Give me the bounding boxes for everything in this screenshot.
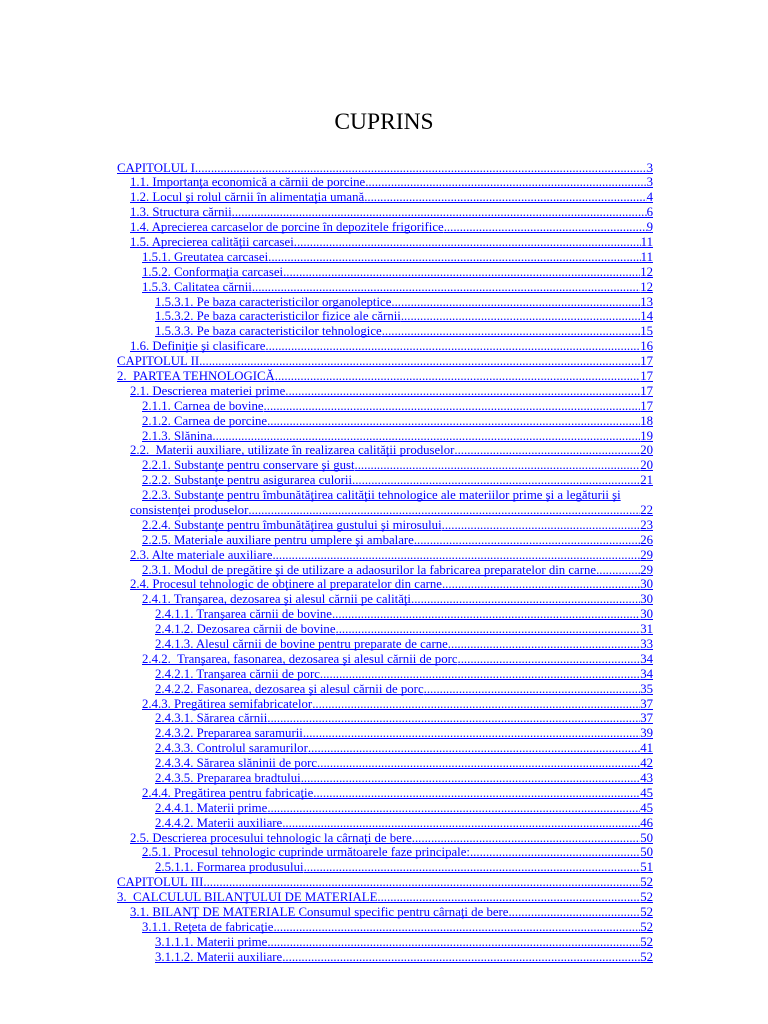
toc-entry-line <box>117 711 653 726</box>
toc-entry[interactable] <box>117 920 653 935</box>
toc-dot-leader <box>294 235 641 250</box>
toc-page-number[interactable]: 50 <box>640 830 653 845</box>
toc-entry-title[interactable]: 3. CALCULUL BILANŢULUI DE MATERIALE <box>117 890 378 905</box>
toc-dot-leader <box>283 265 640 280</box>
toc-entry-title[interactable]: 2.4.3.3. Controlul saramurilor <box>155 741 308 756</box>
toc-entry[interactable] <box>117 726 653 741</box>
toc-entry[interactable] <box>117 622 653 637</box>
toc-entry-line <box>117 682 653 697</box>
toc-entry-line <box>117 816 653 831</box>
toc-page-number[interactable]: 4 <box>646 190 653 205</box>
table-of-contents <box>117 161 653 965</box>
toc-page-number[interactable]: 9 <box>646 220 653 235</box>
toc-entry-line <box>117 429 653 444</box>
toc-entry-title[interactable]: 1.5.1. Greutatea carcasei <box>142 249 269 264</box>
toc-entry-title[interactable]: 2.4.1. Tranşarea, dezosarea şi alesul cărnii pe calităţi <box>142 592 411 607</box>
toc-entry-title[interactable]: 3.1.1.1. Materii prime <box>155 934 268 949</box>
toc-page-number[interactable]: 20 <box>640 443 653 458</box>
toc-entry-line <box>117 697 653 712</box>
toc-entry-line <box>117 473 653 488</box>
toc-page-number[interactable]: 30 <box>640 607 653 622</box>
toc-entry-line <box>117 354 653 369</box>
toc-entry-line <box>117 860 653 875</box>
toc-dot-leader <box>444 220 647 235</box>
toc-entry-title[interactable]: 2.2.5. Materiale auxiliare pentru umplere şi ambalare <box>142 532 414 547</box>
toc-entry-title[interactable]: 2.4.1.3. Alesul cărnii de bovine pentru preparate de carne <box>155 637 448 651</box>
toc-entry[interactable] <box>117 905 653 920</box>
toc-entry-line <box>117 190 653 205</box>
toc-entry-title[interactable]: 2.4.4.2. Materii auxiliare <box>155 815 283 830</box>
toc-entry-line <box>117 205 653 220</box>
toc-entry-line <box>117 637 653 652</box>
toc-dot-leader <box>232 205 647 220</box>
toc-entry-line <box>117 161 653 176</box>
toc-entry[interactable] <box>117 399 653 414</box>
toc-page-number[interactable]: 18 <box>640 413 653 428</box>
toc-dot-leader <box>442 518 641 533</box>
toc-entry-line <box>117 667 653 682</box>
toc-dot-leader <box>273 920 640 935</box>
toc-dot-leader <box>303 726 640 741</box>
toc-entry-line <box>117 592 653 607</box>
toc-entry-line <box>117 458 653 473</box>
toc-entry-title-continued[interactable]: consistenţei produselor <box>130 502 249 517</box>
toc-entry[interactable] <box>117 831 653 846</box>
toc-entry-title[interactable]: 2.2.4. Substanţe pentru îmbunătăţirea gustului şi mirosului <box>142 517 442 532</box>
toc-entry-line <box>117 518 653 533</box>
toc-entry-line <box>117 577 653 592</box>
toc-page-number[interactable]: 3 <box>646 160 653 175</box>
toc-entry[interactable] <box>117 845 653 860</box>
toc-entry[interactable] <box>117 369 653 384</box>
toc-entry-title[interactable]: 1.5.3.2. Pe baza caracteristicilor fizice ale cărnii <box>155 309 401 324</box>
toc-entry[interactable] <box>117 607 653 622</box>
toc-entry-line <box>117 339 653 354</box>
toc-dot-leader <box>364 190 646 205</box>
toc-entry-title[interactable]: 1.6. Definiţie şi clasificare <box>130 339 266 354</box>
toc-entry[interactable] <box>117 354 653 369</box>
toc-page-number[interactable]: 17 <box>640 398 653 413</box>
toc-entry[interactable] <box>117 280 653 295</box>
toc-entry[interactable] <box>117 443 653 458</box>
toc-page-number[interactable]: 34 <box>640 666 653 681</box>
toc-entry-title[interactable]: 2.4.3.4. Sărarea slăninii de porc <box>155 756 318 771</box>
toc-entry-title[interactable]: 2.4.1.1. Tranşarea cărnii de bovine <box>155 607 332 622</box>
toc-dot-leader <box>470 845 640 860</box>
toc-entry-line <box>117 935 653 950</box>
toc-entry-title[interactable]: 1.5. Aprecierea calităţii carcasei <box>130 234 294 249</box>
toc-entry-line <box>117 563 653 578</box>
toc-entry[interactable] <box>117 339 653 354</box>
toc-page-number[interactable]: 39 <box>640 726 653 741</box>
toc-page-number[interactable]: 52 <box>640 890 653 905</box>
toc-entry-title[interactable]: 2.5.1.1. Formarea produsului <box>155 860 304 875</box>
toc-dot-leader <box>265 339 640 354</box>
toc-entry[interactable] <box>117 250 653 265</box>
toc-entry-title[interactable]: 2.4. Procesul tehnologic de obţinere al preparatelor din carne <box>130 577 442 592</box>
toc-entry-title[interactable]: 3.1.1. Reţeta de fabricaţie <box>142 919 274 934</box>
toc-entry[interactable] <box>117 667 653 682</box>
toc-entry[interactable] <box>117 161 653 176</box>
toc-entry-title[interactable]: 2.1.1. Carnea de bovine <box>142 398 264 413</box>
toc-entry[interactable] <box>117 488 653 518</box>
toc-page-number[interactable]: 31 <box>640 622 653 637</box>
toc-entry-line <box>117 295 653 310</box>
toc-page-number[interactable]: 17 <box>640 368 653 383</box>
toc-entry-title[interactable]: CAPITOLUL II <box>117 354 200 369</box>
toc-page-number[interactable]: 11 <box>640 234 653 249</box>
toc-entry-title[interactable]: 1.3. Structura cărnii <box>130 205 232 220</box>
toc-entry-title[interactable]: 2.4.2. Tranşarea, fasonarea, dezosarea şi alesul cărnii de porc <box>142 651 458 666</box>
toc-dot-leader <box>313 786 640 801</box>
toc-entry-title[interactable]: 2.5. Descrierea procesului tehnologic la cârnaţi de bere <box>130 830 412 845</box>
toc-dot-leader <box>282 816 640 831</box>
toc-entry-title[interactable]: 2.2.2. Substanţe pentru asigurarea culorii <box>142 473 353 488</box>
toc-entry-title[interactable]: 1.1. Importanţa economică a cărnii de porcine <box>130 175 366 190</box>
toc-entry-title[interactable]: 2.2.1. Substanţe pentru conservare şi gust <box>142 458 355 473</box>
toc-dot-leader <box>454 443 640 458</box>
toc-entry-title[interactable]: 2.1.2. Carnea de porcine <box>142 413 268 428</box>
toc-entry-title[interactable]: 2.2. Materii auxiliare, utilizate în realizarea calităţii produselor <box>130 443 455 458</box>
toc-entry-line <box>117 235 653 250</box>
toc-dot-leader <box>212 429 640 444</box>
toc-page-number[interactable]: 52 <box>640 905 653 920</box>
toc-dot-leader <box>308 741 640 756</box>
toc-dot-leader <box>312 697 640 712</box>
toc-dot-leader <box>203 875 640 890</box>
toc-dot-leader <box>352 473 640 488</box>
toc-entry-line <box>117 890 653 905</box>
toc-page-number[interactable]: 33 <box>640 637 653 651</box>
toc-entry[interactable] <box>117 384 653 399</box>
toc-entry[interactable] <box>117 295 653 310</box>
toc-entry-title[interactable]: 2.1.3. Slănina <box>142 428 213 443</box>
toc-entry-line <box>117 831 653 846</box>
toc-dot-leader <box>317 756 640 771</box>
toc-entry[interactable] <box>117 190 653 205</box>
toc-dot-leader <box>365 175 646 190</box>
toc-entry-title[interactable]: 3.1.1.2. Materii auxiliare <box>155 949 283 964</box>
toc-entry[interactable] <box>117 548 653 563</box>
toc-entry-title[interactable]: 2.5.1. Procesul tehnologic cuprinde următoarele faze principale: <box>142 845 470 860</box>
toc-dot-leader <box>282 950 640 965</box>
toc-entry-title[interactable]: 2. PARTEA TEHNOLOGICĂ <box>117 368 275 383</box>
toc-entry[interactable] <box>117 324 653 339</box>
toc-entry[interactable] <box>117 950 653 965</box>
toc-entry[interactable] <box>117 205 653 220</box>
toc-entry-line <box>117 324 653 339</box>
toc-entry-line <box>117 905 653 920</box>
toc-page-number[interactable]: 12 <box>640 279 653 294</box>
toc-dot-leader <box>268 250 641 265</box>
toc-page-number[interactable]: 37 <box>640 696 653 711</box>
toc-entry[interactable] <box>117 711 653 726</box>
toc-dot-leader <box>458 652 641 667</box>
toc-dot-leader <box>424 682 641 697</box>
toc-dot-leader <box>267 801 640 816</box>
toc-page-number[interactable]: 42 <box>640 756 653 771</box>
toc-entry-line <box>117 950 653 965</box>
toc-entry-line <box>117 786 653 801</box>
toc-entry[interactable] <box>117 786 653 801</box>
toc-dot-leader <box>411 592 640 607</box>
toc-entry-line <box>117 265 653 280</box>
toc-page-number[interactable]: 20 <box>640 458 653 473</box>
toc-entry-line <box>117 443 653 458</box>
toc-page-number[interactable]: 12 <box>640 264 653 279</box>
toc-page-number[interactable]: 34 <box>640 651 653 666</box>
toc-page-number[interactable]: 52 <box>640 949 653 964</box>
toc-page-number[interactable]: 29 <box>640 562 653 577</box>
toc-page-number[interactable]: 17 <box>640 354 653 369</box>
toc-page-number[interactable]: 21 <box>640 473 653 488</box>
toc-dot-leader <box>448 637 640 652</box>
toc-entry[interactable] <box>117 875 653 890</box>
toc-dot-leader <box>199 354 640 369</box>
toc-entry-title[interactable]: 2.4.2.2. Fasonarea, dezosarea şi alesul cărnii de porc <box>155 681 424 696</box>
toc-dot-leader <box>596 563 640 578</box>
toc-page-number[interactable]: 45 <box>640 785 653 800</box>
toc-entry[interactable] <box>117 577 653 592</box>
toc-entry[interactable] <box>117 220 653 235</box>
toc-entry-title[interactable]: CAPITOLUL I <box>117 160 195 175</box>
toc-entry[interactable] <box>117 860 653 875</box>
toc-page-number[interactable]: 52 <box>640 934 653 949</box>
toc-entry[interactable] <box>117 175 653 190</box>
toc-entry[interactable] <box>117 741 653 756</box>
toc-page-number[interactable]: 14 <box>640 309 653 324</box>
toc-entry[interactable] <box>117 771 653 786</box>
toc-entry[interactable] <box>117 458 653 473</box>
toc-entry-title[interactable]: 2.2.3. Substanţe pentru îmbunătăţirea calităţii tehnologice ale materiilor prime şi a legăturii şi <box>142 488 621 503</box>
toc-entry[interactable] <box>117 309 653 324</box>
toc-entry[interactable] <box>117 473 653 488</box>
toc-entry-line <box>117 845 653 860</box>
toc-page-number[interactable]: 13 <box>640 294 653 309</box>
toc-page-number[interactable]: 52 <box>640 875 653 890</box>
toc-entry-title[interactable]: 2.1. Descrierea materiei prime <box>130 383 286 398</box>
toc-page-number[interactable]: 52 <box>640 919 653 934</box>
toc-page-number[interactable]: 51 <box>640 860 653 875</box>
toc-dot-leader <box>195 161 647 176</box>
toc-page-number[interactable]: 26 <box>640 532 653 547</box>
toc-entry-title[interactable]: 2.3. Alte materiale auxiliare <box>130 547 273 562</box>
toc-entry-title[interactable]: CAPITOLUL III <box>117 875 204 890</box>
toc-entry-title[interactable]: 2.4.2.1. Tranşarea cărnii de porc <box>155 666 320 681</box>
toc-entry[interactable] <box>117 563 653 578</box>
toc-entry-line <box>117 280 653 295</box>
toc-entry-title[interactable]: 1.5.2. Conformaţia carcasei <box>142 264 284 279</box>
toc-dot-leader <box>267 935 640 950</box>
toc-entry-line <box>117 309 653 324</box>
toc-entry[interactable] <box>117 637 653 652</box>
toc-entry[interactable] <box>117 697 653 712</box>
toc-entry-title[interactable]: 2.3.1. Modul de pregătire şi de utilizare a adaosurilor la fabricarea preparatelor din carne <box>142 562 597 577</box>
toc-page-number[interactable]: 6 <box>646 205 653 220</box>
toc-dot-leader <box>355 458 641 473</box>
toc-page-number[interactable]: 29 <box>640 547 653 562</box>
toc-entry-title[interactable]: 2.4.3.1. Sărarea cărnii <box>155 711 268 726</box>
toc-entry-title[interactable]: 1.5.3.3. Pe baza caracteristicilor tehnologice <box>155 324 382 339</box>
toc-entry-line <box>117 384 653 399</box>
toc-entry-line <box>117 220 653 235</box>
toc-dot-leader <box>508 905 640 920</box>
toc-entry-line <box>117 414 653 429</box>
toc-entry-title[interactable]: 1.5.3.1. Pe baza caracteristicilor organoleptice <box>155 294 392 309</box>
toc-entry-line <box>117 250 653 265</box>
toc-entry-line <box>117 920 653 935</box>
toc-entry[interactable] <box>117 816 653 831</box>
toc-entry-title[interactable]: 2.4.4. Pregătirea pentru fabricaţie <box>142 785 314 800</box>
toc-page-number[interactable]: 30 <box>640 577 653 592</box>
toc-entry[interactable] <box>117 801 653 816</box>
page-title: CUPRINS <box>334 109 434 135</box>
toc-page-number[interactable]: 41 <box>640 741 653 756</box>
toc-dot-leader <box>401 309 640 324</box>
toc-entry[interactable] <box>117 756 653 771</box>
toc-page-number[interactable]: 19 <box>640 428 653 443</box>
toc-dot-leader <box>252 280 640 295</box>
toc-page-number[interactable]: 43 <box>640 771 653 786</box>
toc-dot-leader <box>304 860 641 875</box>
toc-entry[interactable] <box>117 429 653 444</box>
toc-dot-leader <box>267 414 640 429</box>
toc-entry-title[interactable]: 1.4. Aprecierea carcaselor de porcine în depozitele frigorifice <box>130 220 444 235</box>
toc-dot-leader <box>275 369 640 384</box>
toc-page-number[interactable]: 45 <box>640 800 653 815</box>
toc-page-number[interactable]: 46 <box>640 815 653 830</box>
toc-page-number[interactable]: 17 <box>640 383 653 398</box>
toc-dot-leader <box>336 622 641 637</box>
toc-entry-line <box>117 607 653 622</box>
toc-dot-leader <box>301 771 641 786</box>
toc-entry[interactable] <box>117 682 653 697</box>
toc-entry-title[interactable]: 2.4.4.1. Materii prime <box>155 800 268 815</box>
toc-entry-title[interactable]: 2.4.3. Pregătirea semifabricatelor <box>142 696 313 711</box>
toc-entry-line <box>117 503 653 518</box>
toc-dot-leader <box>272 548 640 563</box>
toc-dot-leader <box>332 607 640 622</box>
toc-entry[interactable] <box>117 235 653 250</box>
toc-entry-line <box>117 369 653 384</box>
toc-dot-leader <box>248 503 640 518</box>
toc-entry[interactable] <box>117 592 653 607</box>
toc-entry-title[interactable]: 2.4.3.5. Prepararea bradtului <box>155 771 301 786</box>
toc-dot-leader <box>442 577 640 592</box>
toc-entry-title[interactable]: 1.2. Locul şi rolul cărnii în alimentaţia umană <box>130 190 365 205</box>
toc-page-number[interactable]: 16 <box>640 339 653 354</box>
toc-dot-leader <box>320 667 640 682</box>
toc-entry-line <box>117 756 653 771</box>
toc-dot-leader <box>382 324 641 339</box>
toc-entry-title[interactable]: 2.4.3.2. Prepararea saramurii <box>155 726 303 741</box>
toc-entry-title[interactable]: 1.5.3. Calitatea cărnii <box>142 279 252 294</box>
toc-entry[interactable] <box>117 518 653 533</box>
toc-entry-line <box>117 801 653 816</box>
toc-page-number[interactable]: 50 <box>640 845 653 860</box>
toc-page-number[interactable]: 3 <box>646 175 653 190</box>
toc-page-number[interactable]: 15 <box>640 324 653 339</box>
toc-entry[interactable] <box>117 414 653 429</box>
toc-entry-line <box>117 548 653 563</box>
toc-entry[interactable] <box>117 935 653 950</box>
toc-entry-line <box>117 652 653 667</box>
toc-page-number[interactable]: 22 <box>640 502 653 517</box>
toc-entry-line <box>117 622 653 637</box>
toc-entry-line <box>117 741 653 756</box>
toc-dot-leader <box>412 831 640 846</box>
toc-dot-leader <box>267 711 640 726</box>
toc-dot-leader <box>391 295 640 310</box>
toc-entry-line <box>117 771 653 786</box>
toc-entry[interactable] <box>117 890 653 905</box>
toc-entry-line <box>117 399 653 414</box>
toc-page-number[interactable]: 35 <box>640 681 653 696</box>
toc-dot-leader <box>377 890 640 905</box>
toc-entry[interactable] <box>117 652 653 667</box>
toc-entry-line <box>117 175 653 190</box>
toc-entry-title[interactable]: 2.4.1.2. Dezosarea cărnii de bovine <box>155 622 336 637</box>
toc-entry-line <box>117 533 653 548</box>
toc-page-number[interactable]: 30 <box>640 592 653 607</box>
toc-entry[interactable] <box>117 533 653 548</box>
toc-dot-leader <box>414 533 640 548</box>
toc-entry-line <box>117 726 653 741</box>
toc-dot-leader <box>285 384 640 399</box>
toc-entry-line <box>117 875 653 890</box>
toc-entry-line <box>117 488 653 503</box>
toc-page-number[interactable]: 37 <box>640 711 653 726</box>
toc-entry[interactable] <box>117 265 653 280</box>
toc-dot-leader <box>264 399 641 414</box>
toc-entry-title[interactable]: 3.1. BILANŢ DE MATERIALE Consumul specific pentru cârnaţi de bere <box>130 905 509 920</box>
toc-page-number[interactable]: 23 <box>640 517 653 532</box>
toc-page-number[interactable]: 11 <box>640 249 653 264</box>
